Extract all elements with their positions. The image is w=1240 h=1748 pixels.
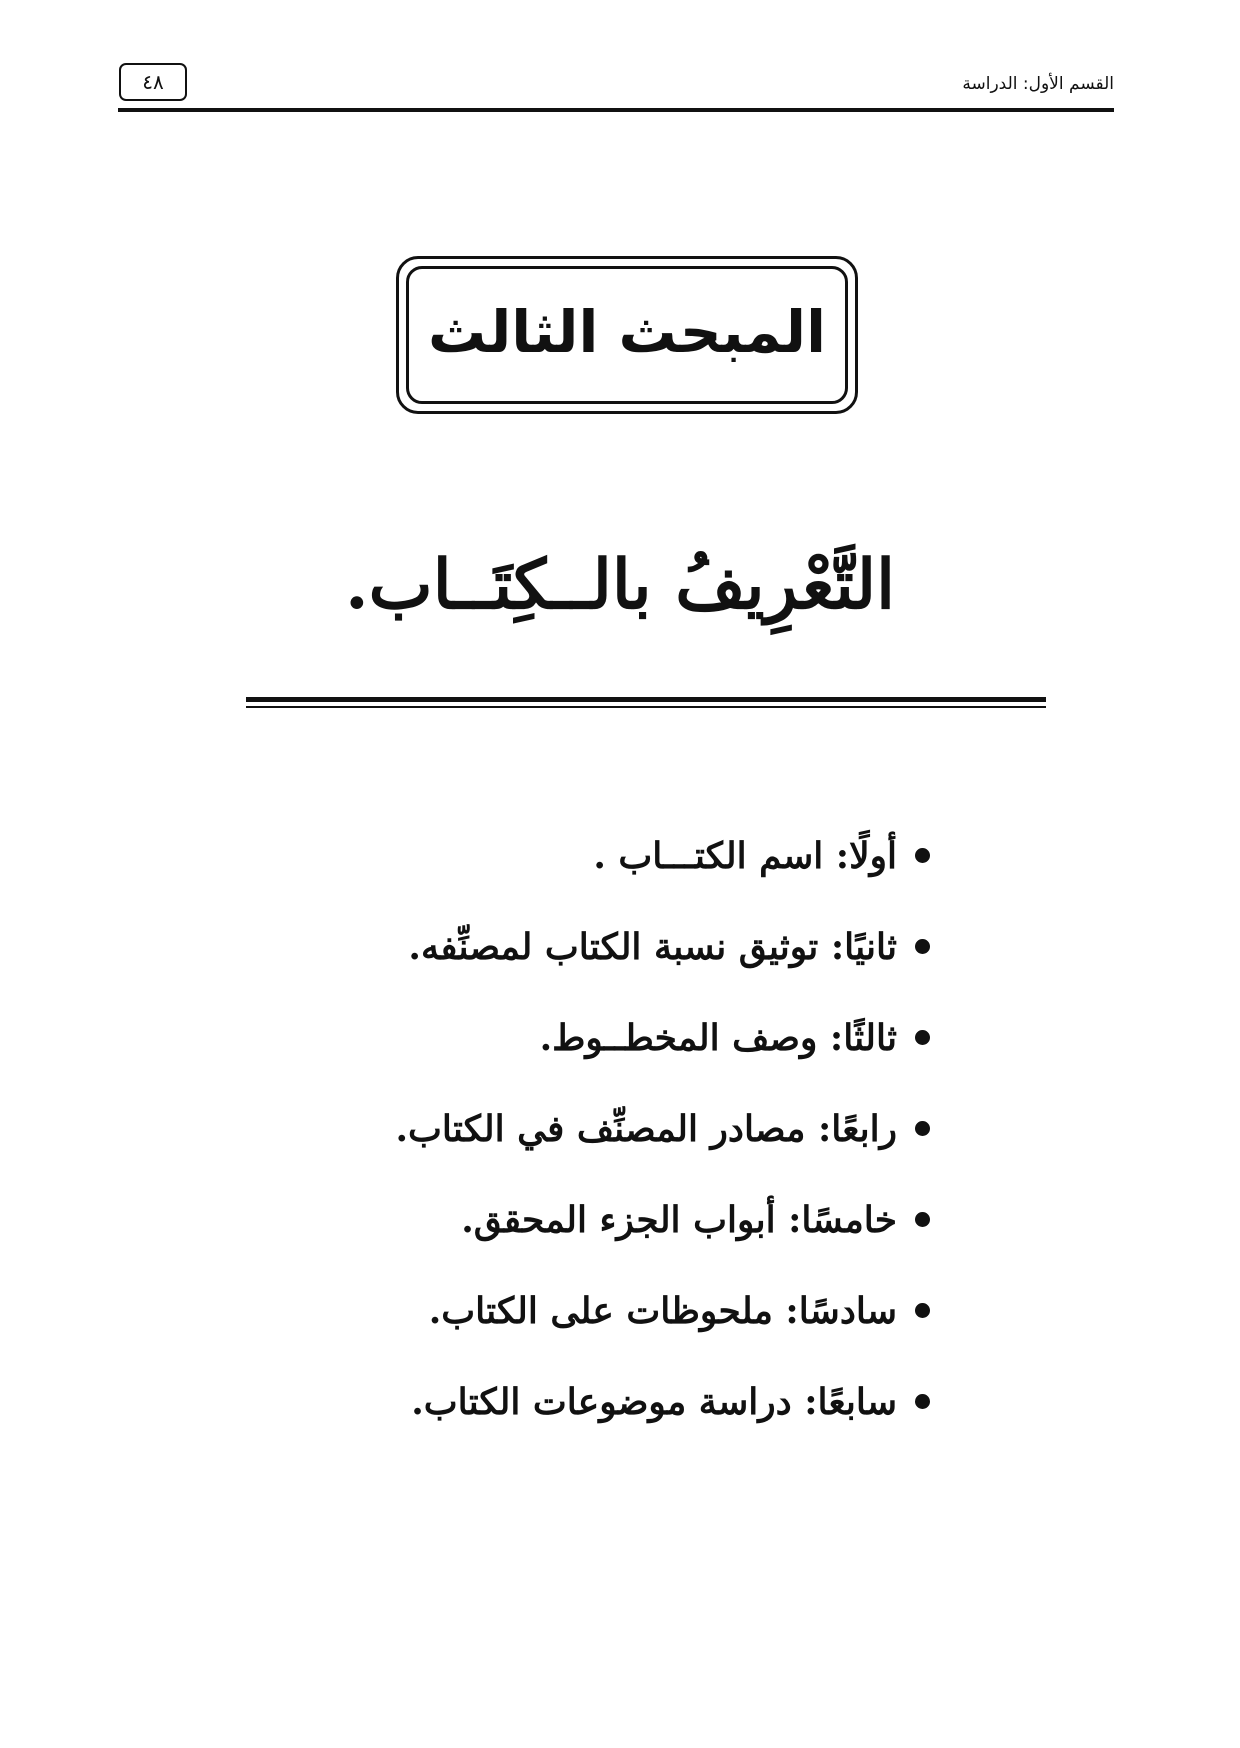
contents-list <box>210 810 930 1447</box>
list-item-text: رابعًا: مصادر المصنِّف في الكتاب. <box>395 1107 897 1150</box>
list-item <box>210 901 930 992</box>
list-item <box>210 1083 930 1174</box>
list-item <box>210 992 930 1083</box>
section-title-inner-frame <box>406 266 848 404</box>
bullet-icon <box>915 939 930 954</box>
list-item-text: سادسًا: ملحوظات على الكتاب. <box>428 1289 897 1332</box>
title-divider-thin <box>246 706 1046 708</box>
list-item-text: خامسًا: أبواب الجزء المحقق. <box>461 1198 897 1241</box>
bullet-icon <box>915 848 930 863</box>
list-item-text: سابعًا: دراسة موضوعات الكتاب. <box>411 1380 897 1423</box>
header-rule <box>118 108 1114 112</box>
title-divider-thick <box>246 697 1046 702</box>
bullet-icon <box>915 1212 930 1227</box>
bullet-icon <box>915 1030 930 1045</box>
list-item <box>210 1356 930 1447</box>
list-item <box>210 1265 930 1356</box>
bullet-icon <box>915 1121 930 1136</box>
bullet-icon <box>915 1303 930 1318</box>
running-head: القسم الأول: الدراسة <box>962 74 1114 94</box>
section-title-frame <box>396 256 858 414</box>
page-number: ٤٨ <box>119 63 187 101</box>
section-title: المبحث الثالث <box>428 298 826 366</box>
chapter-title: التَّعْرِيفُ بالــكِتَــاب. <box>345 545 895 625</box>
bullet-icon <box>915 1394 930 1409</box>
list-item-text: ثانيًا: توثيق نسبة الكتاب لمصنِّفه. <box>408 925 897 968</box>
list-item <box>210 810 930 901</box>
list-item-text: ثالثًا: وصف المخطــوط. <box>539 1016 897 1059</box>
list-item <box>210 1174 930 1265</box>
list-item-text: أولًا: اسم الكتـــاب . <box>593 834 897 877</box>
